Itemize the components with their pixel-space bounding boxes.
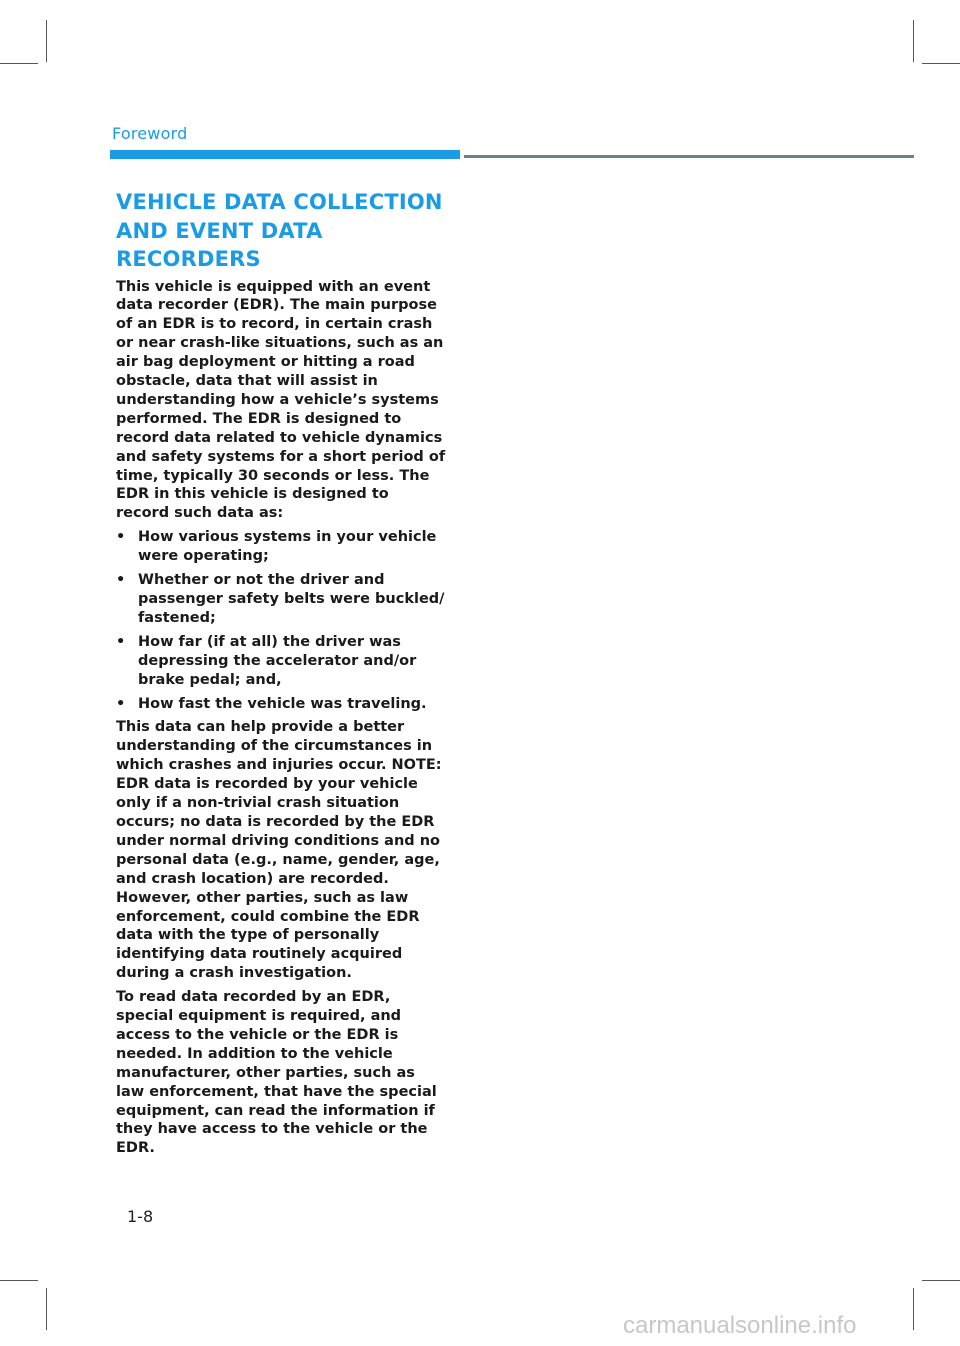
crop-mark-bottom-right-h	[922, 1280, 960, 1281]
header-accent-bar	[110, 150, 460, 159]
crop-mark-bottom-left-v	[46, 1288, 47, 1330]
bullet-text: Whether or not the driver and passenger safety belts were buckled/ fastened;	[138, 572, 445, 626]
list-item	[116, 528, 446, 566]
bullet-glyph: •	[116, 695, 126, 712]
section-label: Foreword	[112, 124, 188, 143]
intro-paragraph: This vehicle is equipped with an event data recorder (EDR). The main purpose of an EDR is to record, in certain crash or near crash-like situations, such as an air bag deployment or hitting a road obstacle, data that will assist in understanding how a vehicle’s systems performed. The EDR is designed to record data related to vehicle dynamics and safety systems for a short period of time, typically 30 seconds or less. The EDR in this vehicle is designed to record such data as:	[116, 278, 446, 522]
bullet-glyph: •	[116, 572, 126, 589]
list-item	[116, 571, 446, 628]
article-heading: VEHICLE DATA COLLECTION AND EVENT DATA RECORDERS	[116, 190, 443, 271]
paragraph-2: This data can help provide a better understanding of the circumstances in which crashes and injuries occur. NOTE: EDR data is recorded by your vehicle only if a non-trivial crash situation occurs; no data is recorded by the EDR under normal driving conditions and no personal data (e.g., name, gender, age, and crash location) are recorded. However, other parties, such as law enforcement, could combine the EDR data with the type of personally identifying data routinely acquired during a crash investigation.	[116, 719, 442, 982]
watermark: carmanualsonline.info	[623, 1312, 857, 1339]
crop-mark-bottom-right-v	[913, 1288, 914, 1330]
crop-mark-top-left-h	[0, 63, 38, 64]
bullet-text: How various systems in your vehicle were operating;	[138, 529, 437, 565]
page-number: 1-8	[127, 1207, 154, 1226]
crop-mark-top-right-h	[922, 63, 960, 64]
crop-mark-top-right-v	[913, 20, 914, 62]
bullet-glyph: •	[116, 633, 126, 650]
article	[116, 188, 446, 1163]
crop-mark-bottom-left-h	[0, 1280, 38, 1281]
paragraph-3: To read data recorded by an EDR, special equipment is required, and access to the vehicle or the EDR is needed. In addition to the vehicle manufacturer, other parties, such as law enforcement, that have the special equipment, can read the information if they have access to the vehicle or the EDR.	[116, 989, 437, 1157]
bullet-text: How far (if at all) the driver was depressing the accelerator and/or brake pedal; and,	[138, 633, 417, 688]
header-rule	[464, 155, 914, 158]
crop-mark-top-left-v	[46, 20, 47, 62]
bullet-glyph: •	[116, 529, 126, 546]
bullet-text: How fast the vehicle was traveling.	[138, 695, 427, 712]
list-item	[116, 633, 446, 690]
list-item	[116, 695, 446, 714]
bullet-list	[116, 528, 446, 713]
